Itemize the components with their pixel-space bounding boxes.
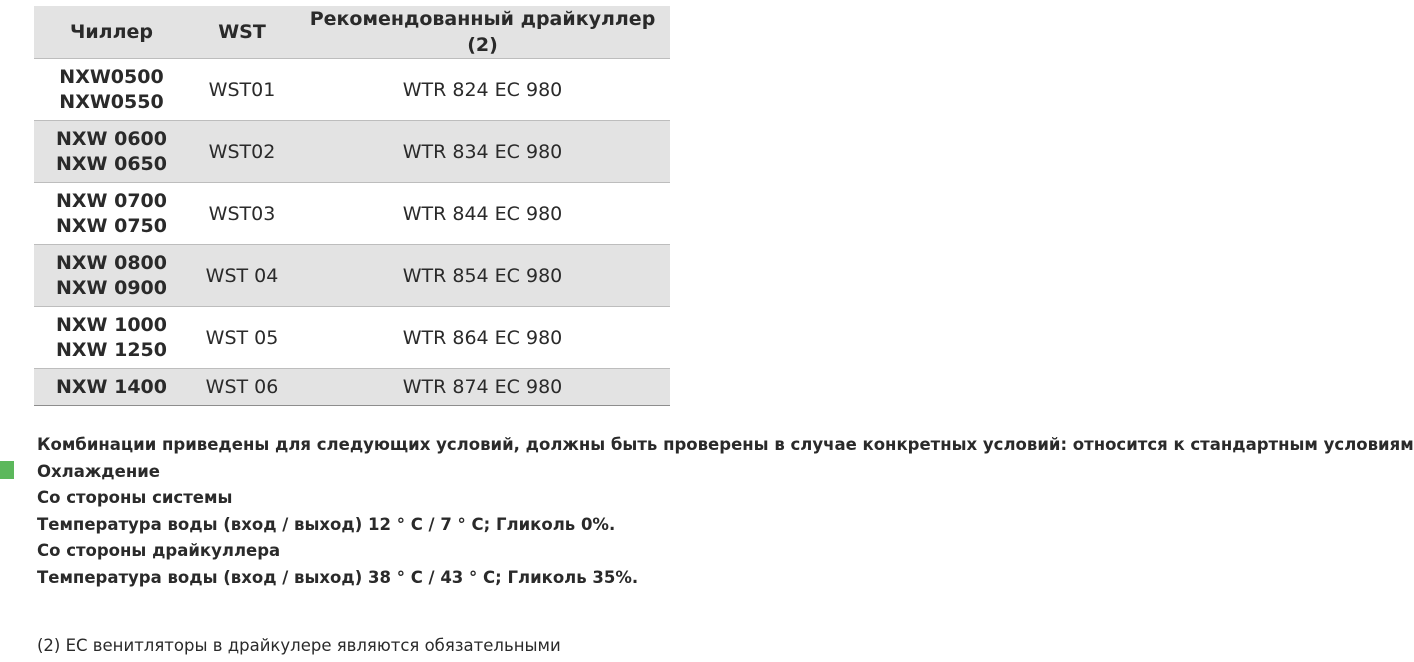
chiller-model: NXW 1250	[55, 338, 167, 361]
drycooler-cell: WTR 834 EC 980	[295, 121, 670, 183]
table-row	[34, 369, 670, 406]
chiller-cell	[34, 369, 189, 406]
notes-system-temp: Температура воды (вход / выход) 12 ° C / 7 ° C; Гликоль 0%.	[37, 514, 616, 534]
wst-cell: WST02	[189, 121, 295, 183]
chiller-model: NXW 0650	[55, 152, 167, 175]
header-wst: WST	[189, 6, 295, 59]
notes-cooling: Охлаждение	[37, 461, 160, 481]
chiller-model: NXW 0750	[55, 214, 167, 237]
drycooler-cell: WTR 874 EC 980	[295, 369, 670, 406]
green-marker	[0, 461, 14, 479]
table-row	[34, 59, 670, 121]
wst-cell: WST 04	[189, 245, 295, 307]
footnote: (2) EC венитляторы в драйкулере являются обязательными	[37, 636, 561, 655]
notes-intro: Комбинации приведены для следующих условий, должны быть проверены в случае конкретных условий: относится к стандартным условиям	[37, 435, 1414, 454]
drycooler-cell: WTR 824 EC 980	[295, 59, 670, 121]
conditions-notes	[37, 432, 1414, 591]
chiller-model: NXW0500	[59, 65, 164, 88]
chiller-model: NXW 0900	[55, 276, 167, 299]
chiller-cell	[34, 59, 189, 121]
table-row	[34, 121, 670, 183]
chiller-model: NXW 1400	[55, 375, 167, 398]
table-row	[34, 183, 670, 245]
chiller-cell	[34, 245, 189, 307]
chiller-model: NXW0550	[59, 90, 164, 113]
chiller-cell	[34, 121, 189, 183]
wst-cell: WST03	[189, 183, 295, 245]
notes-drycooler-side: Со стороны драйкуллера	[37, 541, 281, 560]
wst-cell: WST 06	[189, 369, 295, 406]
notes-system-side: Со стороны системы	[37, 488, 233, 507]
chiller-model: NXW 0600	[55, 127, 167, 150]
chiller-model: NXW 0800	[55, 251, 167, 274]
table-header-row	[34, 6, 670, 59]
wst-cell: WST 05	[189, 307, 295, 369]
chiller-drycooler-table	[34, 6, 670, 406]
header-chiller: Чиллер	[34, 6, 189, 59]
drycooler-cell: WTR 844 EC 980	[295, 183, 670, 245]
header-drycooler: Рекомендованный драйкуллер (2)	[295, 6, 670, 59]
drycooler-cell: WTR 854 EC 980	[295, 245, 670, 307]
chiller-cell	[34, 183, 189, 245]
chiller-cell	[34, 307, 189, 369]
wst-cell: WST01	[189, 59, 295, 121]
table-row	[34, 307, 670, 369]
chiller-model: NXW 1000	[55, 313, 167, 336]
notes-drycooler-temp: Температура воды (вход / выход) 38 ° C / 43 ° C; Гликоль 35%.	[37, 567, 639, 587]
table-row	[34, 245, 670, 307]
drycooler-cell: WTR 864 EC 980	[295, 307, 670, 369]
chiller-model: NXW 0700	[55, 189, 167, 212]
